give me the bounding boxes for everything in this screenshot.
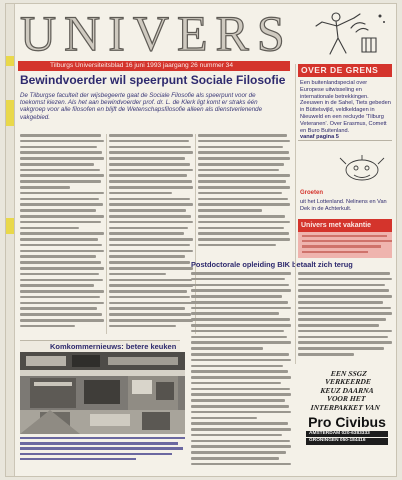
- ad-phone-amsterdam: AMSTERDAM 020-6383333: [306, 431, 388, 437]
- postdoc-body-column: [298, 272, 392, 367]
- body-text-lines: [109, 134, 193, 327]
- postdoc-body-column: [191, 272, 291, 472]
- issue-bar: Tilburgs Universiteitsblad 16 juni 1993 jaargang 26 nummer 34: [18, 61, 290, 71]
- vacation-header: Univers met vakantie: [298, 219, 392, 232]
- body-text-lines: [191, 272, 291, 465]
- cartoon-doodle-icon: [336, 154, 388, 186]
- sidebar-divider: [298, 140, 392, 141]
- kitchen-photo: [20, 352, 185, 434]
- article-intro: De Tilburgse faculteit der wijsbegeerte gaat de Sociale Filosofie als speerpunt voor de toekomst kiezen. Als het aan bewindvoerder prof. dr. L. de Klerk ligt komt er straks één vakgroep voor alle filosofen en blijft de Wetenschapsfilosofie alleen als dienstverlenende vakgebied.: [20, 92, 263, 121]
- masthead: [18, 5, 293, 69]
- index-tab: [6, 100, 14, 126]
- ad-slogan-line: VERKEERDE: [324, 377, 372, 387]
- sidebar-page-ref: vanaf pagina 5: [300, 134, 339, 141]
- binding-strip: [6, 4, 15, 476]
- sidebar-body: Een buitenlandspecial over Europese uitwisseling en internationale betrekkingen. Zeeuwen in de Sahel, Tiets gebeden in Büttelsvijld, veldkeldagen in Nieuweld en een recluyde 'Tilburg Veteranen'. Over Erasmus, Comett en Buro Buitenland.: [300, 80, 391, 134]
- newspaper-page: [5, 3, 397, 477]
- caption-text-lines: [20, 437, 185, 460]
- sidebar-text: [300, 80, 392, 141]
- newspaper-title: UNIVERS: [20, 5, 293, 61]
- ad-slogan-line: EEN SSGZ: [330, 369, 368, 378]
- ad-slogan: [300, 370, 394, 412]
- ad-slogan-line: INTERPAKKET VAN: [310, 402, 381, 412]
- article-body-column: [20, 134, 104, 334]
- body-text-lines: [198, 134, 290, 246]
- index-tab: [6, 116, 14, 122]
- sidebar-header: OVER DE GRENS: [298, 64, 392, 77]
- photo-title: Komkommernieuws: betere keuken: [20, 340, 180, 352]
- photo-caption: [20, 437, 185, 463]
- index-tab: [6, 218, 14, 234]
- ad-slogan-line: KEUZ DAARNA: [319, 385, 375, 395]
- article-body-column: [198, 134, 290, 256]
- column-divider: [106, 134, 107, 334]
- ad-brand: Pro Civibus: [308, 414, 386, 431]
- groeten-text: uit het Lottenland. Nelinens en Van Dek in de Achterkult.: [300, 199, 387, 212]
- article-body-column: [109, 134, 193, 334]
- body-text-lines: [20, 134, 104, 327]
- article-headline: Bewindvoerder wil speerpunt Sociale Filosofie: [20, 73, 286, 87]
- column-divider: [295, 64, 296, 364]
- groeten-title: Groeten: [300, 190, 324, 196]
- figure-logo-icon: [296, 8, 392, 60]
- postdoc-headline: Postdoctorale opleiding BIK betaalt zich terug: [191, 260, 353, 269]
- vacation-notice-box: [298, 232, 392, 258]
- notice-text-lines: [298, 235, 392, 253]
- index-tab: [6, 56, 14, 66]
- ad-phone-groningen: GRONINGEN 050-184416: [306, 438, 388, 444]
- ad-slogan-line: VOOR HET: [326, 394, 366, 404]
- pro-civibus-advertisement[interactable]: [302, 370, 392, 474]
- body-text-lines: [298, 272, 392, 356]
